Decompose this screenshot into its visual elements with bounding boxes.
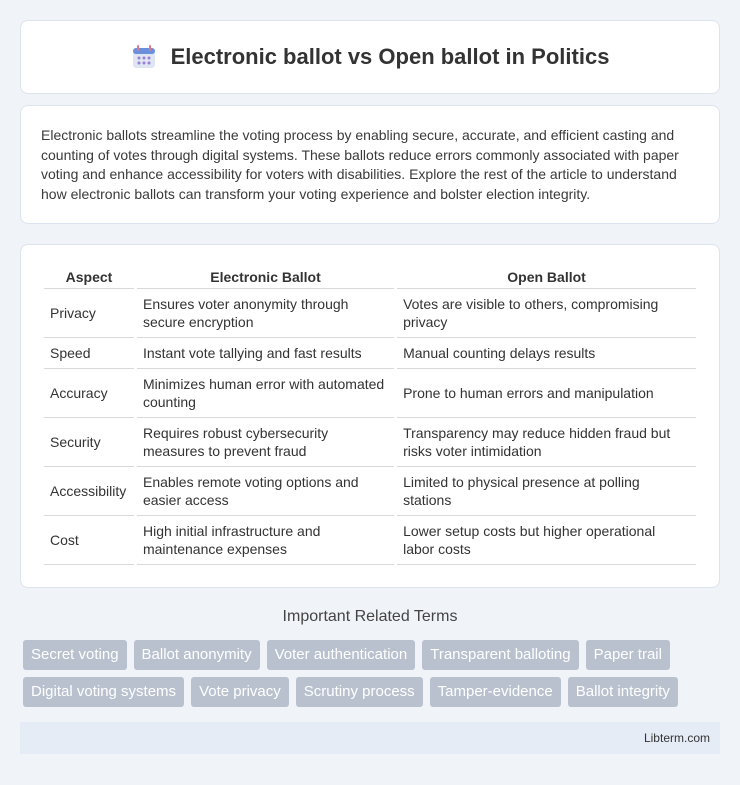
footer-site-link[interactable]: Libterm.com (643, 731, 710, 745)
related-tag[interactable]: Scrutiny process (296, 677, 423, 707)
table-header: Aspect (44, 265, 134, 289)
related-tag[interactable]: Voter authentication (267, 640, 416, 670)
related-tags-row-2 (23, 677, 723, 707)
table-row (44, 467, 696, 516)
table-header: Open Ballot (397, 265, 696, 289)
intro-text: Electronic ballots streamline the voting process by enabling secure, accurate, and efficient casting and counting of votes through digital systems. These ballots reduce errors commonly associated with paper voting and enhance accessibility for voters with disabilities. Explore the rest of the article to understand how electronic ballots can transform your voting experience and bolster election integrity. (41, 127, 679, 202)
table-row (44, 369, 696, 418)
table-cell: Prone to human errors and manipulation (397, 369, 696, 418)
header-card (20, 20, 720, 94)
table-row (44, 418, 696, 467)
table-cell: Minimizes human error with automated counting (137, 369, 394, 418)
table-cell: Requires robust cybersecurity measures to prevent fraud (137, 418, 394, 467)
table-cell: Enables remote voting options and easier access (137, 467, 394, 516)
related-tag[interactable]: Paper trail (586, 640, 670, 670)
table-cell: Accessibility (44, 467, 134, 516)
table-row (44, 289, 696, 338)
related-tag[interactable]: Tamper-evidence (430, 677, 561, 707)
table-cell: Accuracy (44, 369, 134, 418)
table-cell: Ensures voter anonymity through secure encryption (137, 289, 394, 338)
table-header: Electronic Ballot (137, 265, 394, 289)
related-tags-row-1 (23, 640, 723, 670)
table-cell: Manual counting delays results (397, 338, 696, 369)
comparison-card (20, 244, 720, 588)
intro-card (20, 105, 720, 224)
table-row (44, 338, 696, 369)
comparison-table (41, 265, 699, 565)
table-cell: High initial infrastructure and maintenance expenses (137, 516, 394, 565)
table-row (44, 516, 696, 565)
related-tag[interactable]: Transparent balloting (422, 640, 578, 670)
related-tag[interactable]: Ballot anonymity (134, 640, 260, 670)
footer (20, 722, 720, 754)
table-cell: Limited to physical presence at polling stations (397, 467, 696, 516)
related-terms-title: Important Related Terms (282, 608, 458, 625)
table-cell: Transparency may reduce hidden fraud but risks voter intimidation (397, 418, 696, 467)
table-cell: Speed (44, 338, 134, 369)
table-cell: Privacy (44, 289, 134, 338)
related-tag[interactable]: Vote privacy (191, 677, 289, 707)
table-cell: Cost (44, 516, 134, 565)
related-tag[interactable]: Secret voting (23, 640, 127, 670)
page-title: Electronic ballot vs Open ballot in Politics (170, 44, 610, 69)
related-tag[interactable]: Ballot integrity (568, 677, 678, 707)
table-cell: Instant vote tallying and fast results (137, 338, 394, 369)
table-cell: Votes are visible to others, compromising privacy (397, 289, 696, 338)
related-tag[interactable]: Digital voting systems (23, 677, 184, 707)
ballot-calendar-icon (131, 44, 157, 70)
table-cell: Lower setup costs but higher operational labor costs (397, 516, 696, 565)
table-cell: Security (44, 418, 134, 467)
